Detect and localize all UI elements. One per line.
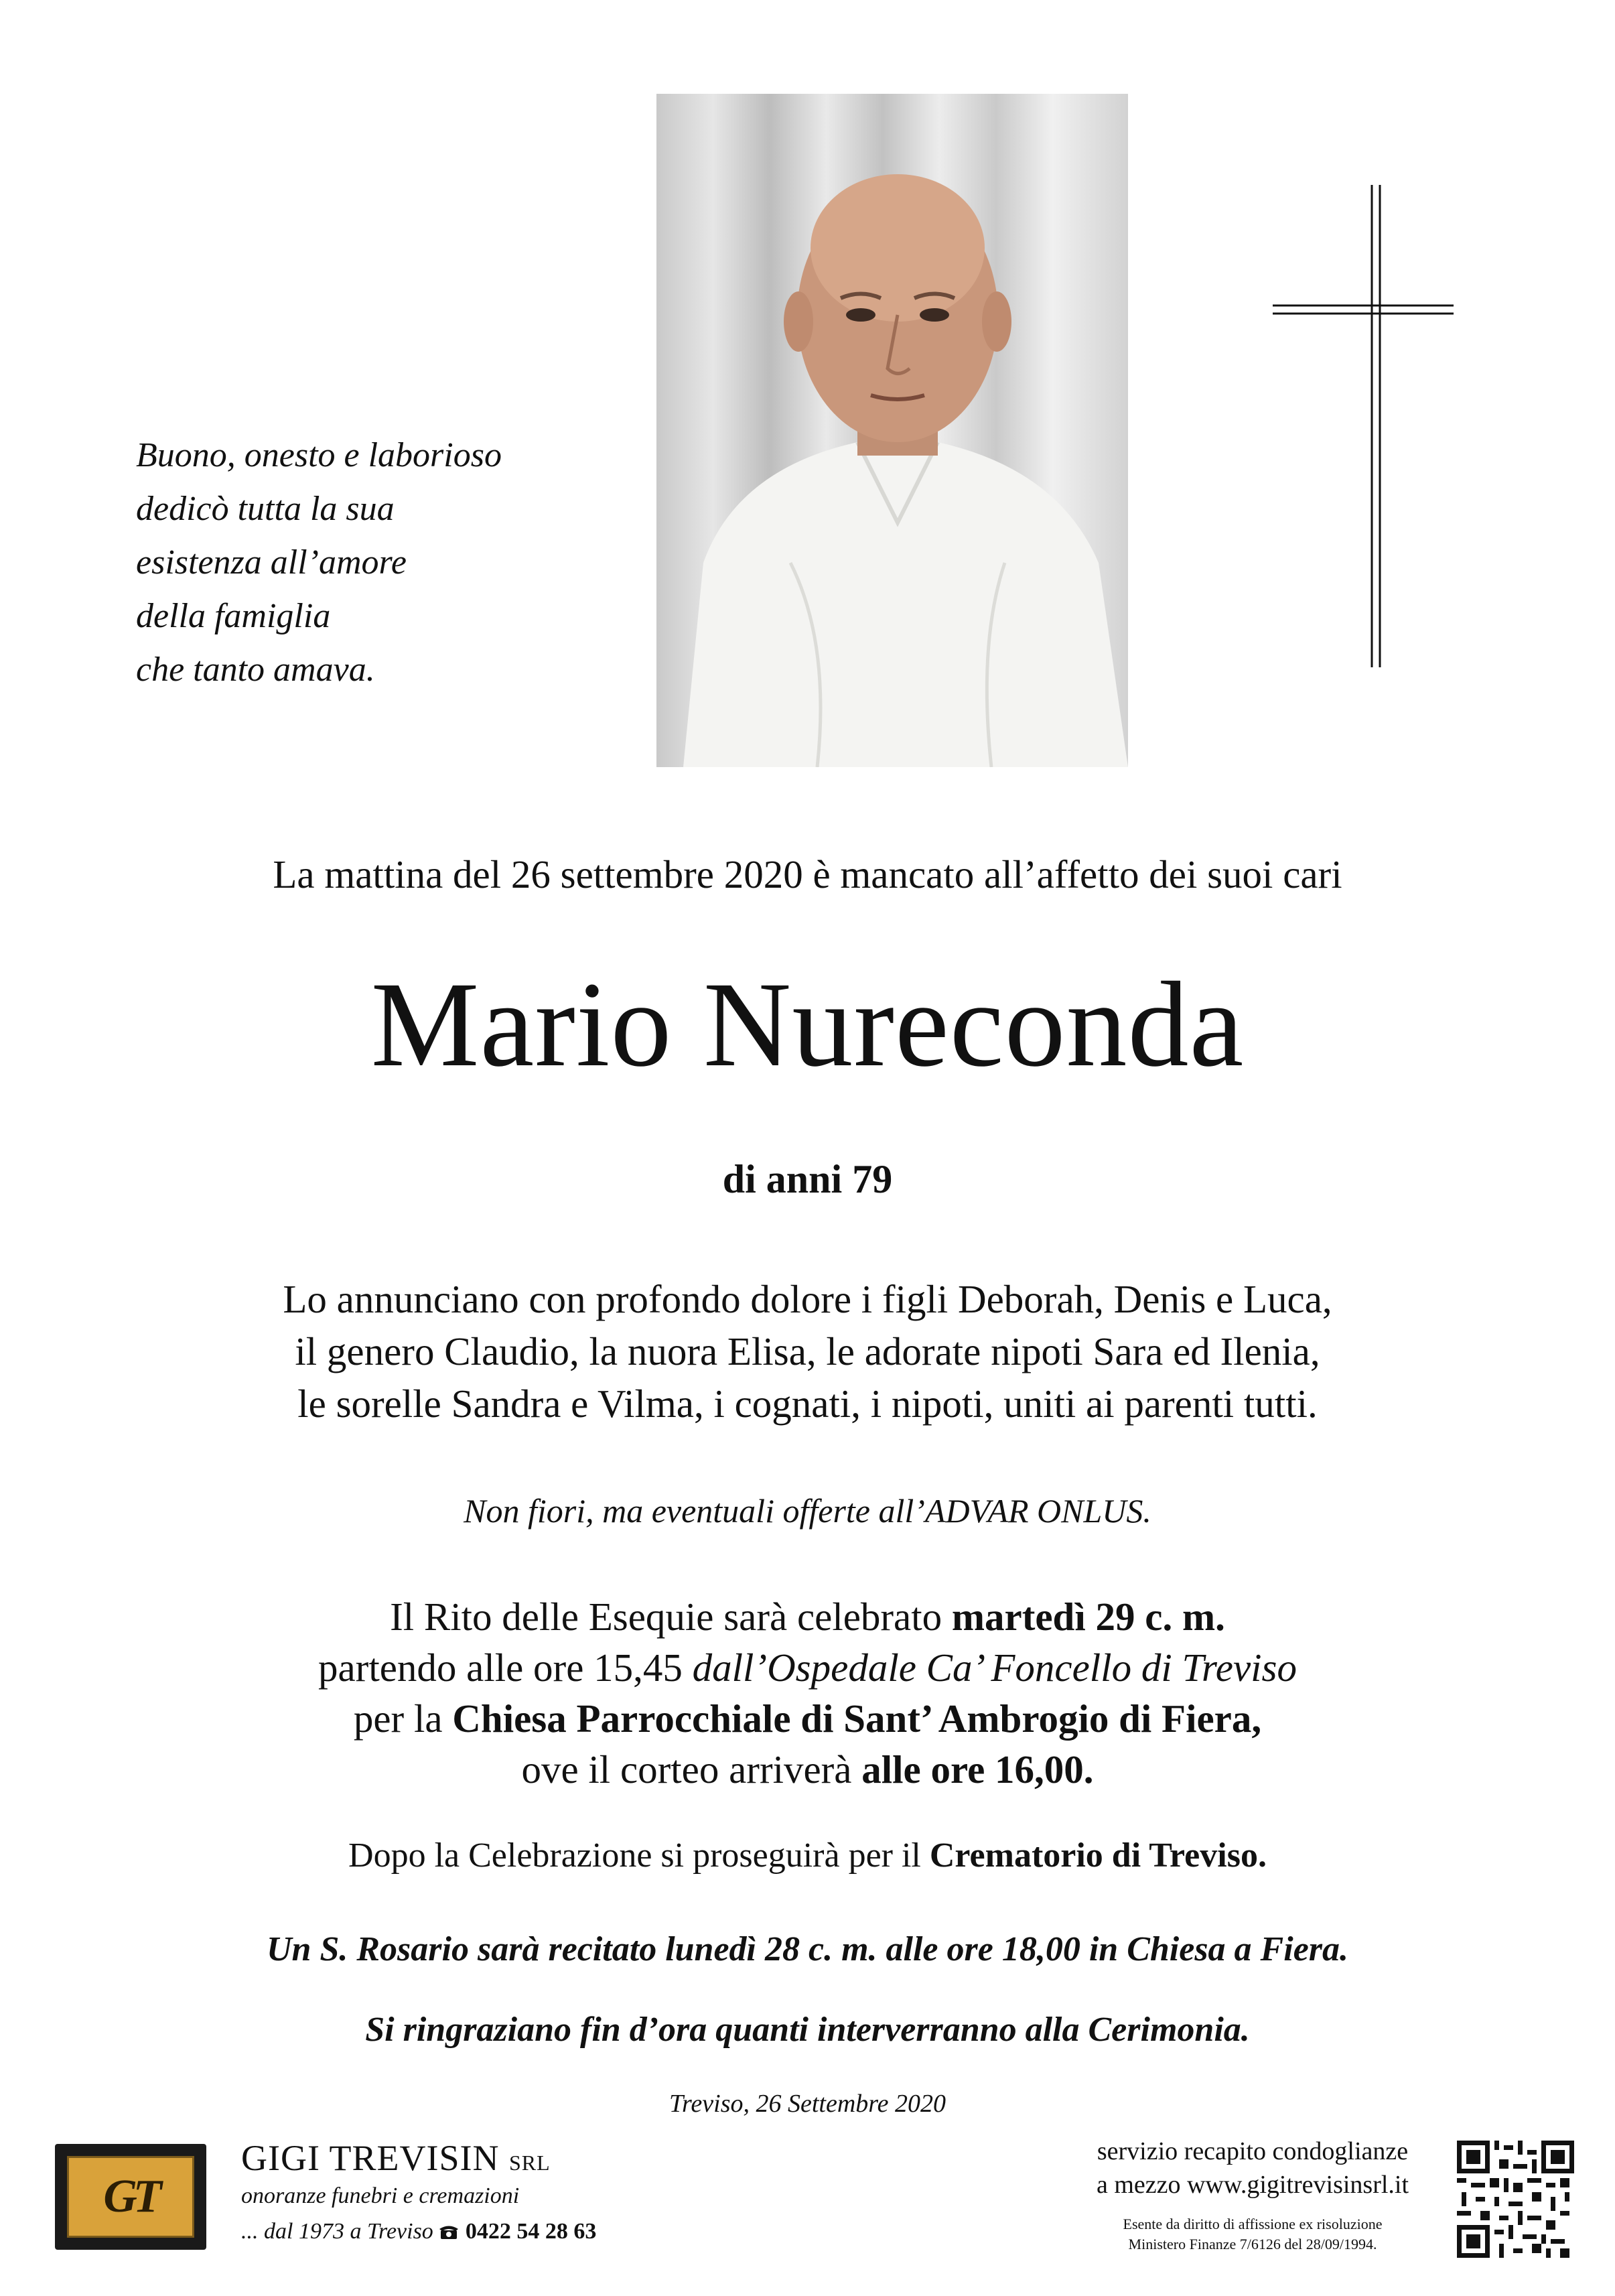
deceased-photo [656,94,1128,767]
since-text: ... dal 1973 a Treviso [241,2219,433,2244]
quote-line: esistenza all’amore [136,543,407,582]
rite-line-3 [0,1693,1615,1744]
rite-line-4 [0,1744,1615,1795]
announcement-line: Lo annunciano con profondo dolore i figli Deborah, Denis e Luca, [283,1277,1332,1321]
family-announcement [0,1273,1615,1430]
condolence-line: a mezzo www.gigitrevisinsrl.it [1096,2171,1409,2199]
death-intro: La mattina del 26 settembre 2020 è mancato all’affetto dei suoi cari [273,852,1342,896]
rite-line-1 [0,1591,1615,1642]
place-date: Treviso, 26 Settembre 2020 [669,2090,946,2118]
company-since [241,2215,596,2248]
company-name-text: GIGI TREVISIN [241,2138,500,2178]
phone-icon [439,2223,459,2240]
flowers-note: Non fiori, ma eventuali offerte all’ADVAR ONLUS. [464,1492,1151,1530]
legal-line: Esente da diritto di affissione ex risoluzione [1123,2216,1383,2232]
quote-line: Buono, onesto e laborioso [136,436,502,474]
condolence-service [1045,2135,1460,2202]
company-suffix: SRL [508,2151,551,2175]
legal-note [1045,2214,1460,2254]
funeral-rite [0,1591,1615,1795]
condolence-line: servizio recapito condoglianze [1097,2137,1409,2165]
rite-text: partendo alle ore 15,45 [318,1645,693,1690]
rite-text: ove il corteo arriverà [521,1747,862,1792]
rite-arrival-time: alle ore 16,00. [861,1747,1094,1792]
announcement-line: le sorelle Sandra e Vilma, i cognati, i nipoti, uniti ai parenti tutti. [297,1381,1318,1426]
rite-text: per la [353,1696,453,1741]
announcement-line: il genero Claudio, la nuora Elisa, le adorate nipoti Sara ed Ilenia, [295,1329,1320,1373]
deceased-age: di anni 79 [722,1157,893,1201]
logo-monogram: GT [67,2156,194,2238]
quote-line: dedicò tutta la sua [136,490,395,528]
company-phone: 0422 54 28 63 [465,2219,597,2244]
legal-line: Ministero Finanze 7/6126 del 28/09/1994. [1128,2236,1377,2252]
rite-date: martedì 29 c. m. [951,1595,1225,1639]
rosary-note: Un S. Rosario sarà recitato lunedì 28 c. m. alle ore 18,00 in Chiesa a Fiera. [266,1930,1349,1968]
company-tagline: onoranze funebri e cremazioni [241,2183,520,2208]
company-logo [55,2144,206,2250]
deceased-name: Mario Nureconda [370,957,1245,1092]
rite-departure: dall’Ospedale Ca’ Foncello di Treviso [692,1645,1297,1690]
quote-line: che tanto amava. [136,651,375,689]
cremation-note [0,1832,1615,1879]
quote-line: della famiglia [136,597,331,635]
cremation-place: Crematorio di Treviso. [929,1836,1267,1875]
rite-church: Chiesa Parrocchiale di Sant’ Ambrogio di Fiera, [452,1696,1262,1741]
company-name [241,2137,551,2183]
qr-code-icon[interactable] [1457,2141,1574,2258]
thanks-note: Si ringraziano fin d’ora quanti interverranno alla Cerimonia. [365,2011,1250,2049]
rite-text: Il Rito delle Esequie sarà celebrato [390,1595,952,1639]
cross-icon [1273,185,1467,667]
cremation-text: Dopo la Celebrazione si proseguirà per il [348,1836,930,1875]
epitaph-quote [136,429,502,697]
rite-line-2 [0,1642,1615,1693]
